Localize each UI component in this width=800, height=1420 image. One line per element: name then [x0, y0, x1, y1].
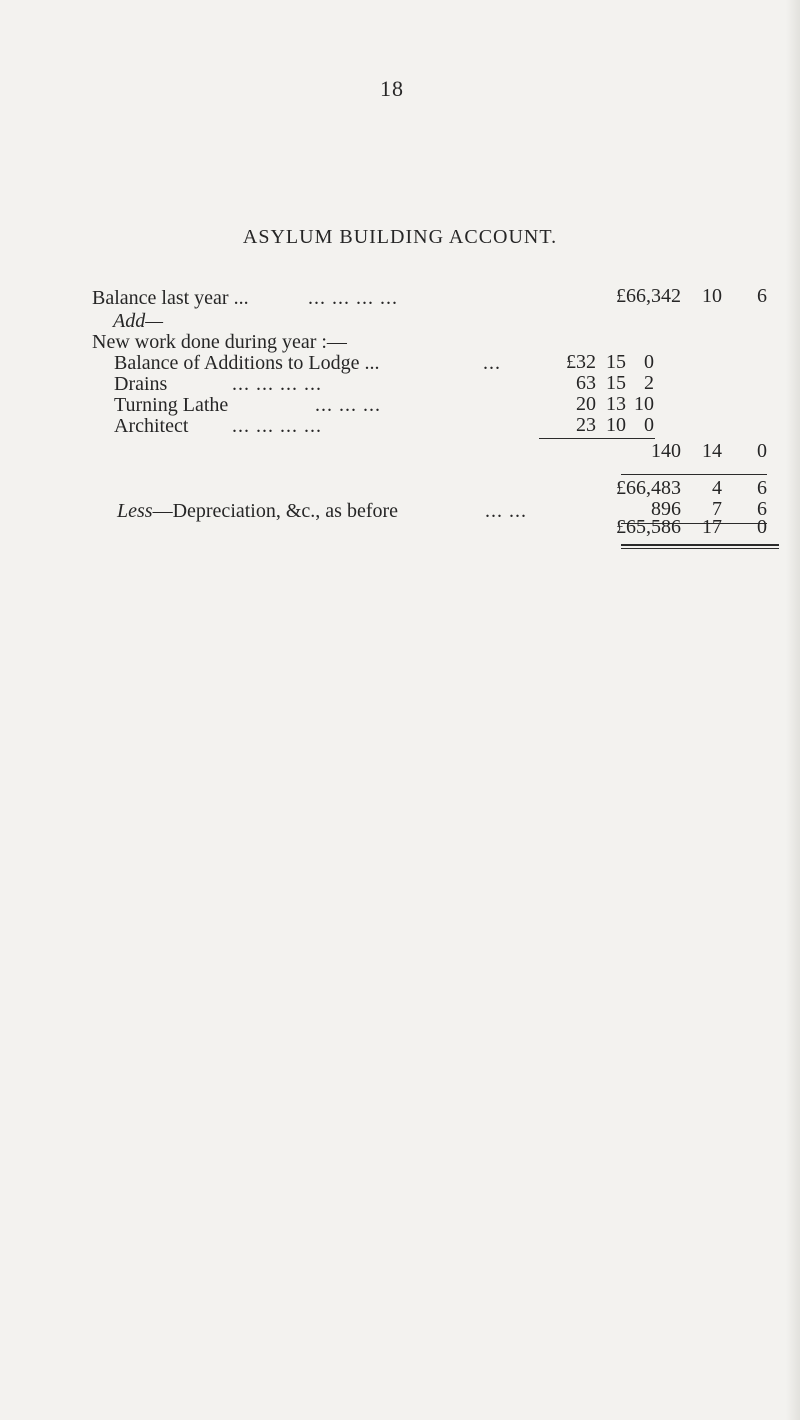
- less-depreciation-text: —Depreciation, &c., as before: [152, 500, 399, 522]
- new-work-item-leader-dots: ... ... ... ...: [232, 373, 322, 395]
- balance-last-year-shillings: 10: [702, 285, 722, 307]
- new-work-item-label: Architect: [114, 415, 189, 437]
- final-total-double-rule: [621, 544, 779, 549]
- new-work-item-shillings: 13: [606, 393, 626, 415]
- new-work-item-leader-dots: ... ... ... ...: [232, 415, 322, 437]
- new-work-item-label: Drains: [114, 373, 168, 395]
- add-label: Add—: [113, 310, 163, 332]
- subtotal-rule: [621, 474, 767, 475]
- depreciation-pounds: 896: [651, 498, 681, 520]
- less-depreciation-leader-dots: ... ...: [485, 500, 527, 522]
- new-work-item-leader-dots: ...: [483, 352, 501, 374]
- new-work-item-pounds: 20: [576, 393, 596, 415]
- new-work-item-label: Turning Lathe: [114, 394, 229, 416]
- new-work-item-pounds: 63: [576, 372, 596, 394]
- new-work-item-shillings: 15: [606, 351, 626, 373]
- new-work-item-pounds: £32: [566, 351, 596, 373]
- depreciation-shillings: 7: [712, 498, 722, 520]
- new-work-item-label: Balance of Additions to Lodge ...: [114, 352, 380, 374]
- page-title: ASYLUM BUILDING ACCOUNT.: [242, 226, 558, 248]
- depreciation-pence: 6: [757, 498, 767, 520]
- balance-last-year-leader-dots: ... ... ... ...: [308, 287, 398, 309]
- subtotal-pence: 6: [757, 477, 767, 499]
- less-depreciation-label: [117, 500, 398, 522]
- balance-last-year-label: Balance last year ...: [92, 287, 249, 309]
- new-work-item-shillings: 15: [606, 372, 626, 394]
- new-work-total-shillings: 14: [702, 440, 722, 462]
- new-work-item-pence: 10: [634, 393, 654, 415]
- page-edge-shadow: [786, 0, 800, 1420]
- subtotal-shillings: 4: [712, 477, 722, 499]
- balance-last-year-pounds: £66,342: [616, 285, 681, 307]
- new-work-heading: New work done during year :—: [92, 331, 347, 353]
- subtotal-pounds: £66,483: [616, 477, 681, 499]
- final-total-shillings: 17: [702, 516, 722, 538]
- new-work-item-pounds: 23: [576, 414, 596, 436]
- balance-last-year-pence: 6: [757, 285, 767, 307]
- less-prefix: Less: [117, 500, 153, 522]
- new-work-item-pence: 2: [644, 372, 654, 394]
- new-work-total-pence: 0: [757, 440, 767, 462]
- new-work-item-shillings: 10: [606, 414, 626, 436]
- new-work-total-pounds: 140: [651, 440, 681, 462]
- final-total-pence: 0: [757, 516, 767, 538]
- items-subtotal-rule: [539, 438, 655, 439]
- page-number: 18: [380, 76, 404, 101]
- new-work-item-pence: 0: [644, 414, 654, 436]
- new-work-item-leader-dots: ... ... ...: [315, 394, 381, 416]
- new-work-item-pence: 0: [644, 351, 654, 373]
- final-total-pounds: £65,586: [616, 516, 681, 538]
